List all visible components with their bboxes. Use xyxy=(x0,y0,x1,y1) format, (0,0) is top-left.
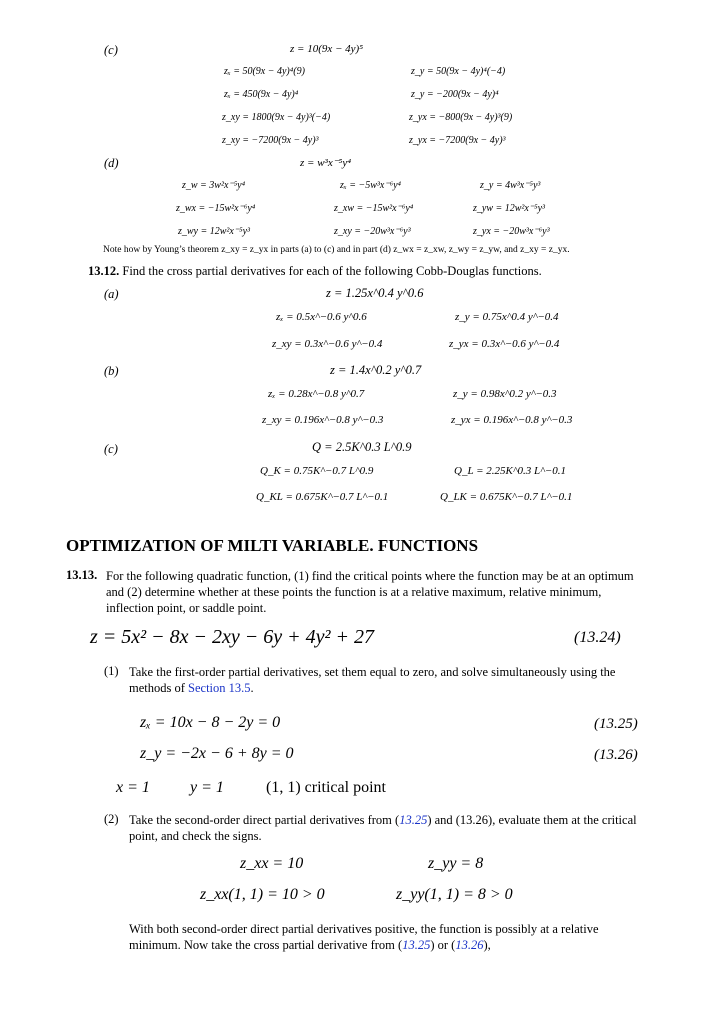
step-1-number: (1) xyxy=(104,664,119,678)
cobb-douglas-b-row-right: z_yx = 0.196x^−0.8 y^−0.3 xyxy=(451,414,573,426)
part-d-label: (d) xyxy=(104,156,119,170)
equation-13-25-link[interactable]: 13.25 xyxy=(399,813,428,827)
part-d-row-c: z_yx = −20w³x⁻⁶y³ xyxy=(473,226,550,237)
part-d-row-b: zₓ = −5w³x⁻⁶y⁴ xyxy=(340,180,402,191)
part-c-label: (c) xyxy=(104,442,118,456)
cobb-douglas-a-row-left: zₓ = 0.5x^−0.6 y^0.6 xyxy=(276,311,367,323)
part-d-row-a: z_wx = −15w²x⁻⁶y⁴ xyxy=(176,203,256,214)
solution-y: y = 1 xyxy=(190,779,224,796)
equation-tag: (13.26) xyxy=(594,747,638,763)
zxx-evaluated: z_xx(1, 1) = 10 > 0 xyxy=(200,886,325,903)
part-c-row-right: z_y = −200(9x − 4y)⁴ xyxy=(411,89,499,100)
closing-body: With both second-order direct partial derivatives positive, the function is possibly at a relative minimum. Now take the cross partial derivative from ( xyxy=(129,922,599,952)
step-2-number: (2) xyxy=(104,812,119,826)
closing-paragraph xyxy=(129,921,651,953)
part-c-row-left: zₓ = 450(9x − 4y)⁴ xyxy=(224,89,299,100)
part-d-row-b: z_xw = −15w²x⁻⁶y⁴ xyxy=(334,203,414,214)
closing-mid: ) or ( xyxy=(430,938,456,952)
part-c-row-left: z_xy = −7200(9x − 4y)³ xyxy=(222,135,319,146)
problem-13-12 xyxy=(88,264,542,279)
second-order-zxx: z_xx = 10 xyxy=(240,855,304,872)
cobb-douglas-b-row-left: zₓ = 0.28x^−0.8 y^0.7 xyxy=(268,388,365,400)
part-d-row-c: z_yw = 12w²x⁻⁵y³ xyxy=(473,203,546,214)
part-d-main-equation: z = w³x⁻⁵y⁴ xyxy=(300,157,352,169)
cobb-douglas-a-main: z = 1.25x^0.4 y^0.6 xyxy=(326,286,424,300)
part-c-main-equation: z = 10(9x − 4y)⁵ xyxy=(290,43,364,55)
part-d-row-a: z_wy = 12w²x⁻⁵y³ xyxy=(178,226,251,237)
zyy-evaluated: z_yy(1, 1) = 8 > 0 xyxy=(396,886,513,903)
quadratic-function-equation: z = 5x² − 8x − 2xy − 6y + 4y² + 27 xyxy=(90,626,375,648)
part-d-row-b: z_xy = −20w³x⁻⁶y³ xyxy=(334,226,411,237)
part-c-row-right: z_yx = −7200(9x − 4y)³ xyxy=(409,135,506,146)
part-b-label: (b) xyxy=(104,364,119,378)
youngs-theorem-note: Note how by Young’s theorem z_xy = z_yx in parts (a) to (c) and in part (d) z_wx = z_xw, z_wy = z_yw, and z_xy = z_yx. xyxy=(103,245,570,255)
part-a-label: (a) xyxy=(104,287,119,301)
problem-number: 13.13. xyxy=(66,568,98,582)
step-1-end: . xyxy=(250,681,254,695)
step-1-body: Take the first-order partial derivatives, set them equal to zero, and solve simultaneously using the methods of xyxy=(129,665,616,695)
problem-number: 13.12. xyxy=(88,264,120,278)
cobb-douglas-c-row-left: Q_K = 0.75K^−0.7 L^0.9 xyxy=(260,465,374,477)
cobb-douglas-a-row-right: z_y = 0.75x^0.4 y^−0.4 xyxy=(455,311,559,323)
step-1-text xyxy=(129,664,651,696)
part-c-row-left: zₓ = 50(9x − 4y)⁴(9) xyxy=(224,66,305,77)
section-heading: OPTIMIZATION OF MILTI VARIABLE. FUNCTIONS xyxy=(66,536,479,555)
equation-13-26-link[interactable]: 13.26 xyxy=(455,938,484,952)
equation-13-25-link[interactable]: 13.25 xyxy=(402,938,431,952)
step-2-body: Take the second-order direct partial derivatives from ( xyxy=(129,813,400,827)
equation-tag: (13.25) xyxy=(594,716,638,732)
equation-tag: (13.24) xyxy=(574,629,621,646)
part-c-row-right: z_yx = −800(9x − 4y)³(9) xyxy=(409,112,513,123)
first-order-zx-equation: zₓ = 10x − 8 − 2y = 0 xyxy=(140,714,281,731)
cobb-douglas-a-row-left: z_xy = 0.3x^−0.6 y^−0.4 xyxy=(272,338,383,350)
part-c-row-right: z_y = 50(9x − 4y)⁴(−4) xyxy=(411,66,506,77)
cobb-douglas-b-row-right: z_y = 0.98x^0.2 y^−0.3 xyxy=(453,388,557,400)
problem-text: Find the cross partial derivatives for each of the following Cobb-Douglas functions. xyxy=(122,264,542,278)
first-order-zy-equation: z_y = −2x − 6 + 8y = 0 xyxy=(140,745,294,762)
part-d-row-c: z_y = 4w³x⁻⁵y³ xyxy=(480,180,541,191)
step-2-body-rest: ) and (13.26), evaluate them at the critical point, and check the signs. xyxy=(129,813,637,843)
part-d-row-a: z_w = 3w²x⁻⁵y⁴ xyxy=(182,180,246,191)
step-2-text xyxy=(129,812,651,844)
cobb-douglas-b-row-left: z_xy = 0.196x^−0.8 y^−0.3 xyxy=(262,414,384,426)
section-13-5-link[interactable]: Section 13.5 xyxy=(188,681,251,695)
cobb-douglas-c-row-left: Q_KL = 0.675K^−0.7 L^−0.1 xyxy=(256,491,389,503)
cobb-douglas-b-main: z = 1.4x^0.2 y^0.7 xyxy=(330,363,422,377)
cobb-douglas-c-row-right: Q_L = 2.25K^0.3 L^−0.1 xyxy=(454,465,566,477)
cobb-douglas-c-main: Q = 2.5K^0.3 L^0.9 xyxy=(312,440,412,454)
problem-13-13-text: For the following quadratic function, (1) find the critical points where the function may be at an optimum and (2) determine whether at these points the function is at a relative maximum, relative minimum, inflection point, or saddle point. xyxy=(106,569,634,615)
cobb-douglas-a-row-right: z_yx = 0.3x^−0.6 y^−0.4 xyxy=(449,338,560,350)
closing-end: ), xyxy=(483,938,491,952)
cobb-douglas-c-row-right: Q_LK = 0.675K^−0.7 L^−0.1 xyxy=(440,491,573,503)
second-order-zyy: z_yy = 8 xyxy=(428,855,484,872)
solution-x: x = 1 xyxy=(116,779,150,796)
part-c-row-left: z_xy = 1800(9x − 4y)³(−4) xyxy=(222,112,331,123)
critical-point: (1, 1) critical point xyxy=(266,779,386,796)
part-c-label: (c) xyxy=(104,43,118,57)
